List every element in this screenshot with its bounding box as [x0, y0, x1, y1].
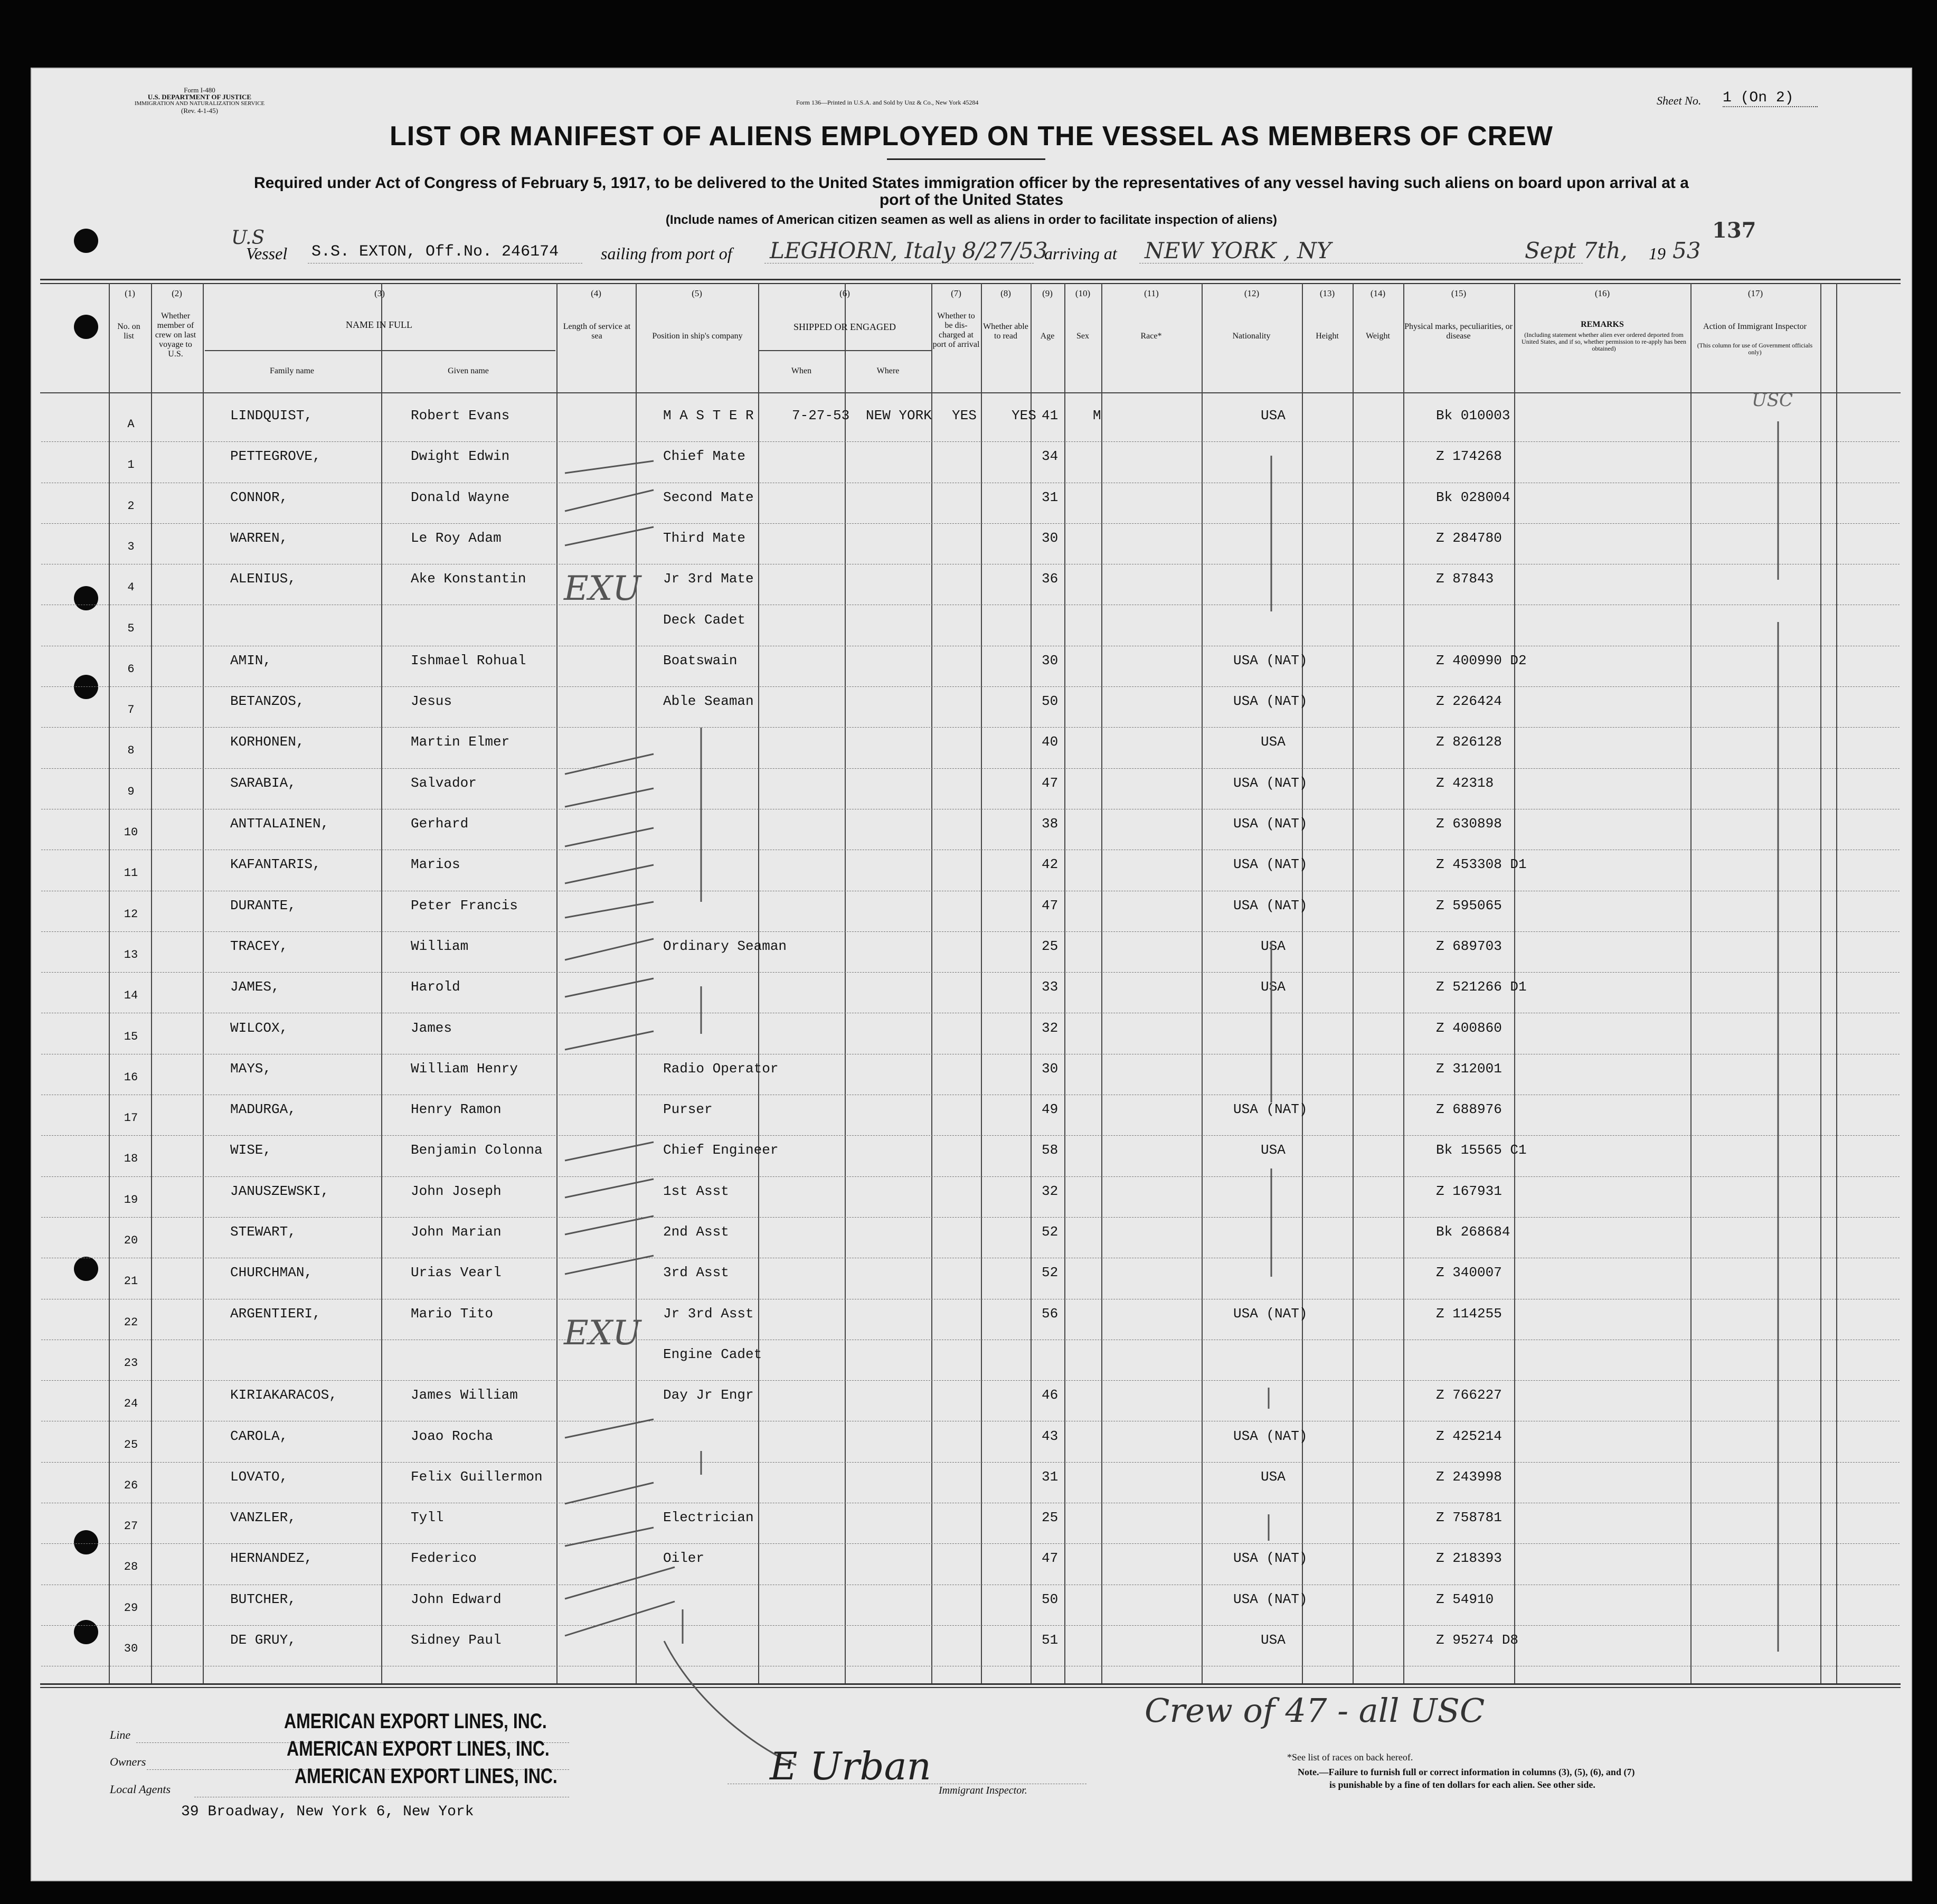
- age: 58: [1042, 1142, 1059, 1158]
- col-inspector-action-note: (This column for use of Government officials only): [1697, 342, 1813, 356]
- family-name: DURANTE,: [230, 897, 296, 913]
- year-value: 53: [1673, 238, 1701, 263]
- sailing-value: LEGHORN, Italy 8/27/53: [770, 238, 1048, 263]
- family-name: ALENIUS,: [230, 571, 296, 587]
- age: 51: [1042, 1632, 1059, 1648]
- age: 46: [1042, 1387, 1059, 1403]
- row-number: 22: [124, 1315, 138, 1329]
- sex: M: [1093, 408, 1101, 423]
- physical-marks: Z 400990 D2: [1436, 652, 1527, 668]
- given-name: John Marian: [411, 1224, 502, 1240]
- age: 52: [1042, 1265, 1059, 1281]
- nationality: USA (NAT): [1233, 897, 1308, 913]
- physical-marks: Z 114255: [1436, 1305, 1502, 1322]
- position: Day Jr Engr: [663, 1387, 754, 1403]
- col-no-on-list-header: No. on list: [117, 322, 140, 341]
- physical-marks: Z 243998: [1436, 1468, 1502, 1485]
- row-number: 9: [127, 785, 135, 798]
- position: 1st Asst: [663, 1183, 729, 1199]
- col-remarks-note: (Including statement whether alien ever ordered deported from United States, and if so, whether permission to re-apply has been obtained): [1522, 331, 1686, 352]
- race-footnote: *See list of races on back hereof.: [1287, 1752, 1413, 1762]
- nationality: USA: [1261, 1632, 1286, 1648]
- given-name: James: [411, 1020, 452, 1036]
- row-number: 14: [124, 989, 138, 1003]
- dept-name: U.S. DEPARTMENT OF JUSTICE: [147, 93, 252, 101]
- age: 25: [1042, 938, 1059, 954]
- col-sex-header: Sex: [1076, 332, 1089, 341]
- column-number: (14): [1370, 288, 1386, 298]
- given-name: Federico: [411, 1550, 477, 1567]
- family-name: JAMES,: [230, 979, 280, 995]
- family-name: KIRIAKARACOS,: [230, 1387, 337, 1403]
- row-number: 23: [124, 1356, 138, 1370]
- family-name: AMIN,: [230, 652, 272, 668]
- position: Engine Cadet: [663, 1346, 762, 1362]
- row-number: 11: [124, 866, 138, 880]
- line-label: Line: [110, 1728, 131, 1741]
- age: 34: [1042, 448, 1059, 465]
- nationality: USA (NAT): [1233, 816, 1308, 832]
- position: Ordinary Seaman: [663, 938, 787, 954]
- row-number: 30: [124, 1642, 138, 1655]
- arriving-label: arriving at: [1044, 244, 1117, 263]
- column-number: (2): [172, 288, 182, 298]
- subtitle-note: (Include names of American citizen seamen as well as aliens in order to facilitate inspection of aliens): [665, 213, 1278, 227]
- manifest-sheet: [31, 68, 1912, 1881]
- row-number: 7: [127, 703, 135, 717]
- row-number: 18: [124, 1152, 138, 1166]
- given-name: Donald Wayne: [411, 489, 510, 505]
- nationality: USA: [1261, 734, 1286, 750]
- position: Oiler: [663, 1550, 705, 1567]
- age: 50: [1042, 693, 1059, 710]
- row-number: 13: [124, 948, 138, 962]
- given-name: Henry Ramon: [411, 1101, 502, 1118]
- agent-address: 39 Broadway, New York 6, New York: [181, 1804, 474, 1820]
- family-name: VANZLER,: [230, 1510, 296, 1526]
- physical-marks: Z 226424: [1436, 693, 1502, 710]
- nationality: USA (NAT): [1233, 693, 1308, 710]
- given-name: Tyll: [411, 1510, 444, 1526]
- row-number: 21: [124, 1275, 138, 1288]
- inspector-signature: E Urban: [770, 1744, 931, 1788]
- col-inspector-action-header: Action of Immigrant Inspector: [1703, 322, 1807, 331]
- physical-marks: Z 87843: [1436, 571, 1494, 587]
- column-number: (13): [1319, 288, 1335, 298]
- row-number: 6: [127, 662, 135, 676]
- physical-marks: Z 826128: [1436, 734, 1502, 750]
- column-number: (5): [692, 288, 702, 298]
- given-name: Ishmael Rohual: [411, 652, 526, 668]
- sheet-label: Sheet No.: [1657, 94, 1702, 107]
- given-name: Peter Francis: [411, 897, 518, 913]
- column-number: (8): [1000, 288, 1011, 298]
- physical-marks: Z 766227: [1436, 1387, 1502, 1403]
- col-shipped-where-header: Where: [876, 366, 900, 375]
- row-number: 26: [124, 1478, 138, 1492]
- position: Purser: [663, 1101, 713, 1118]
- family-name: SARABIA,: [230, 775, 296, 791]
- age: 25: [1042, 1510, 1059, 1526]
- family-name: WARREN,: [230, 530, 288, 546]
- age: 36: [1042, 571, 1059, 587]
- physical-marks: Z 284780: [1436, 530, 1502, 546]
- col-shipped-header: SHIPPED OR ENGAGED: [793, 322, 896, 332]
- physical-marks: Z 400860: [1436, 1020, 1502, 1036]
- physical-marks: Bk 010003: [1436, 408, 1510, 423]
- row-number: 15: [124, 1030, 138, 1043]
- column-number: (12): [1244, 288, 1260, 298]
- vessel-label: Vessel: [246, 244, 288, 263]
- given-name: Robert Evans: [411, 408, 510, 423]
- family-name: STEWART,: [230, 1224, 296, 1240]
- column-number: (9): [1042, 288, 1053, 298]
- penalty-note-2: is punishable by a fine of ten dollars for each alien. See other side.: [1329, 1779, 1595, 1790]
- physical-marks: Z 218393: [1436, 1550, 1502, 1567]
- position: Third Mate: [663, 530, 746, 546]
- physical-marks: Z 453308 D1: [1436, 856, 1527, 873]
- column-number: (17): [1747, 288, 1763, 298]
- given-name: Jesus: [411, 693, 452, 710]
- position: 3rd Asst: [663, 1265, 729, 1281]
- nationality: USA (NAT): [1233, 775, 1308, 791]
- physical-marks: Z 689703: [1436, 938, 1502, 954]
- family-name: MAYS,: [230, 1060, 272, 1077]
- age: 47: [1042, 1550, 1059, 1567]
- family-name: MADURGA,: [230, 1101, 296, 1118]
- column-number: (1): [125, 288, 135, 298]
- age: 30: [1042, 530, 1059, 546]
- nationality: USA (NAT): [1233, 856, 1308, 873]
- handwritten-crew-note: Crew of 47 - all USC: [1145, 1691, 1485, 1730]
- page-title: LIST OR MANIFEST OF ALIENS EMPLOYED ON THE VESSEL AS MEMBERS OF CREW: [390, 121, 1553, 152]
- col-weight-header: Weight: [1366, 332, 1390, 341]
- age: 52: [1042, 1224, 1059, 1240]
- row-number: 10: [124, 826, 138, 839]
- vessel-prefix-handwritten: U.S: [231, 227, 265, 249]
- col-position-header: Position in ship's company: [652, 332, 743, 341]
- given-name: Dwight Edwin: [411, 448, 510, 465]
- year-prefix: 19: [1649, 244, 1666, 263]
- given-name: John Edward: [411, 1591, 502, 1607]
- row-number: 28: [124, 1560, 138, 1574]
- age: 43: [1042, 1428, 1059, 1444]
- nationality: USA (NAT): [1233, 1305, 1308, 1322]
- age: 31: [1042, 1468, 1059, 1485]
- arriving-value: NEW YORK , NY: [1145, 238, 1331, 263]
- nationality: USA: [1261, 979, 1286, 995]
- age: 30: [1042, 652, 1059, 668]
- family-name: BETANZOS,: [230, 693, 305, 710]
- vessel-value: S.S. EXTON, Off.No. 246174: [311, 243, 559, 261]
- age: 47: [1042, 775, 1059, 791]
- age: 40: [1042, 734, 1059, 750]
- nationality: USA: [1261, 938, 1286, 954]
- given-name: Benjamin Colonna: [411, 1142, 543, 1158]
- column-number: (4): [591, 288, 601, 298]
- family-name: TRACEY,: [230, 938, 288, 954]
- row-number: 17: [124, 1111, 138, 1125]
- stamp-number: 137: [1712, 218, 1756, 243]
- family-name: CONNOR,: [230, 489, 288, 505]
- family-name: LOVATO,: [230, 1468, 288, 1485]
- column-number: (6): [839, 288, 850, 298]
- given-name: Sidney Paul: [411, 1632, 502, 1648]
- given-name: Ake Konstantin: [411, 571, 526, 587]
- family-name: KORHONEN,: [230, 734, 305, 750]
- position: M A S T E R: [663, 408, 754, 423]
- col-race-header: Race*: [1140, 332, 1162, 341]
- age: 30: [1042, 1060, 1059, 1077]
- family-name: PETTEGROVE,: [230, 448, 321, 465]
- given-name: Harold: [411, 979, 460, 995]
- col-read-header: Whether able to read: [983, 322, 1028, 341]
- age: 56: [1042, 1305, 1059, 1322]
- family-name: BUTCHER,: [230, 1591, 296, 1607]
- agents-label: Local Agents: [110, 1783, 171, 1796]
- physical-marks: Z 95274 D8: [1436, 1632, 1519, 1648]
- age: 49: [1042, 1101, 1059, 1118]
- age: 38: [1042, 816, 1059, 832]
- family-name: HERNANDEZ,: [230, 1550, 313, 1567]
- family-name: DE GRUY,: [230, 1632, 296, 1648]
- col-nationality-header: Nationality: [1232, 332, 1271, 341]
- col-age-header: Age: [1040, 332, 1055, 341]
- agents-value: AMERICAN EXPORT LINES, INC.: [295, 1765, 558, 1788]
- able-to-read: YES: [1012, 408, 1036, 423]
- position: Chief Mate: [663, 448, 746, 465]
- col-discharged-header: Whether to be dis-charged at port of arrival: [932, 312, 980, 349]
- inspector-label: Immigrant Inspector.: [939, 1785, 1027, 1796]
- nationality: USA: [1261, 1142, 1286, 1158]
- position: Second Mate: [663, 489, 754, 505]
- position: Radio Operator: [663, 1060, 779, 1077]
- owners-label: Owners: [110, 1755, 146, 1768]
- given-name: Felix Guillermon: [411, 1468, 543, 1485]
- row-number: 20: [124, 1234, 138, 1247]
- position: Jr 3rd Mate: [663, 571, 754, 587]
- row-number: 27: [124, 1520, 138, 1533]
- column-number: (7): [951, 288, 961, 298]
- column-number: (3): [374, 288, 385, 298]
- given-name: Mario Tito: [411, 1305, 494, 1322]
- given-name: James William: [411, 1387, 518, 1403]
- position: Able Seaman: [663, 693, 754, 710]
- col-last-voyage-header: Whether member of crew on last voyage to U.S.: [155, 312, 196, 359]
- physical-marks: Z 167931: [1436, 1183, 1502, 1199]
- col-given-name-header: Given name: [448, 366, 489, 375]
- family-name: KAFANTARIS,: [230, 856, 321, 873]
- subtitle-line-1: Required under Act of Congress of February 5, 1917, to be delivered to the United States immigration officer by the representatives of any vessel having such aliens on board upon arrival at a: [254, 174, 1689, 192]
- row-number: 4: [127, 581, 135, 595]
- family-name: ARGENTIERI,: [230, 1305, 321, 1322]
- physical-marks: Z 688976: [1436, 1101, 1502, 1118]
- age: 31: [1042, 489, 1059, 505]
- physical-marks: Z 340007: [1436, 1265, 1502, 1281]
- printer-line: Form 136—Printed in U.S.A. and Sold by Unz & Co., New York 45284: [796, 99, 979, 106]
- nationality: USA: [1261, 408, 1286, 423]
- given-name: Salvador: [411, 775, 477, 791]
- given-name: John Joseph: [411, 1183, 502, 1199]
- row-number: 8: [127, 744, 135, 758]
- physical-marks: Z 312001: [1436, 1060, 1502, 1077]
- row-number: 16: [124, 1070, 138, 1084]
- col-shipped-when-header: When: [791, 366, 812, 375]
- physical-marks: Z 595065: [1436, 897, 1502, 913]
- physical-marks: Bk 268684: [1436, 1224, 1510, 1240]
- physical-marks: Z 758781: [1436, 1510, 1502, 1526]
- nationality: USA (NAT): [1233, 1550, 1308, 1567]
- row-number: 3: [127, 540, 135, 553]
- column-number: (15): [1451, 288, 1467, 298]
- col-physical-marks-header: Physical marks, peculiarities, or disease: [1404, 322, 1513, 341]
- arrival-date: Sept 7th,: [1525, 238, 1628, 263]
- row-number: 1: [127, 458, 135, 472]
- column-number: (11): [1144, 288, 1159, 298]
- service-name: IMMIGRATION AND NATURALIZATION SERVICE: [134, 100, 265, 107]
- nationality: USA (NAT): [1233, 652, 1308, 668]
- handwritten-exu-deck: EXU: [564, 569, 641, 608]
- row-number: 25: [124, 1438, 138, 1451]
- position: Deck Cadet: [663, 611, 746, 628]
- position: Jr 3rd Asst: [663, 1305, 754, 1322]
- col-height-header: Height: [1316, 332, 1339, 341]
- row-number: 5: [127, 621, 135, 635]
- col-remarks-header: REMARKS: [1581, 320, 1624, 329]
- age: 50: [1042, 1591, 1059, 1607]
- age: 33: [1042, 979, 1059, 995]
- physical-marks: Z 174268: [1436, 448, 1502, 465]
- row-number: 29: [124, 1601, 138, 1615]
- nationality: USA (NAT): [1233, 1591, 1308, 1607]
- age: 42: [1042, 856, 1059, 873]
- handwritten-usc: USC: [1752, 390, 1793, 411]
- age: 32: [1042, 1183, 1059, 1199]
- given-name: Marios: [411, 856, 460, 873]
- position: Boatswain: [663, 652, 738, 668]
- family-name: LINDQUIST,: [230, 408, 313, 423]
- row-number: 2: [127, 499, 135, 513]
- given-name: William: [411, 938, 469, 954]
- row-number: 24: [124, 1397, 138, 1411]
- sailing-label: sailing from port of: [601, 244, 732, 263]
- given-name: Le Roy Adam: [411, 530, 502, 546]
- nationality: USA (NAT): [1233, 1428, 1308, 1444]
- family-name: ANTTALAINEN,: [230, 816, 329, 832]
- line-value: AMERICAN EXPORT LINES, INC.: [284, 1710, 547, 1733]
- form-number: Form I-480: [184, 86, 215, 94]
- subtitle-line-2: port of the United States: [879, 191, 1064, 209]
- family-name: CAROLA,: [230, 1428, 288, 1444]
- row-number: 19: [124, 1193, 138, 1207]
- physical-marks: Bk 028004: [1436, 489, 1510, 505]
- age: 41: [1042, 408, 1059, 423]
- form-revision: (Rev. 4-1-45): [181, 107, 218, 115]
- age: 47: [1042, 897, 1059, 913]
- position: 2nd Asst: [663, 1224, 729, 1240]
- penalty-note-1: Note.—Failure to furnish full or correct information in columns (3), (5), (6), and (7): [1298, 1767, 1635, 1777]
- column-number: (10): [1075, 288, 1091, 298]
- physical-marks: Z 54910: [1436, 1591, 1494, 1607]
- given-name: Gerhard: [411, 816, 469, 832]
- family-name: WISE,: [230, 1142, 272, 1158]
- family-name: CHURCHMAN,: [230, 1265, 313, 1281]
- family-name: WILCOX,: [230, 1020, 288, 1036]
- position: Chief Engineer: [663, 1142, 779, 1158]
- family-name: JANUSZEWSKI,: [230, 1183, 329, 1199]
- given-name: Martin Elmer: [411, 734, 510, 750]
- physical-marks: Z 425214: [1436, 1428, 1502, 1444]
- owners-value: AMERICAN EXPORT LINES, INC.: [287, 1737, 550, 1760]
- row-number: 12: [124, 907, 138, 921]
- shipped-where: NEW YORK: [866, 408, 932, 423]
- physical-marks: Z 42318: [1436, 775, 1494, 791]
- given-name: William Henry: [411, 1060, 518, 1077]
- given-name: Urias Vearl: [411, 1265, 502, 1281]
- physical-marks: Bk 15565 C1: [1436, 1142, 1527, 1158]
- column-number: (16): [1594, 288, 1610, 298]
- physical-marks: Z 630898: [1436, 816, 1502, 832]
- col-length-service-header: Length of service at sea: [563, 322, 631, 341]
- pen-marks: [31, 68, 1912, 1881]
- given-name: Joao Rocha: [411, 1428, 494, 1444]
- physical-marks: Z 521266 D1: [1436, 979, 1527, 995]
- handwritten-exu-engine: EXU: [564, 1314, 641, 1353]
- shipped-when: 7-27-53: [792, 408, 850, 423]
- nationality: USA (NAT): [1233, 1101, 1308, 1118]
- nationality: USA: [1261, 1468, 1286, 1485]
- col-family-name-header: Family name: [270, 366, 314, 375]
- position: Electrician: [663, 1510, 754, 1526]
- row-number: A: [127, 418, 135, 431]
- discharged: YES: [952, 408, 977, 423]
- sheet-value: 1 (On 2): [1723, 90, 1818, 107]
- age: 32: [1042, 1020, 1059, 1036]
- col-name-header: NAME IN FULL: [346, 319, 412, 330]
